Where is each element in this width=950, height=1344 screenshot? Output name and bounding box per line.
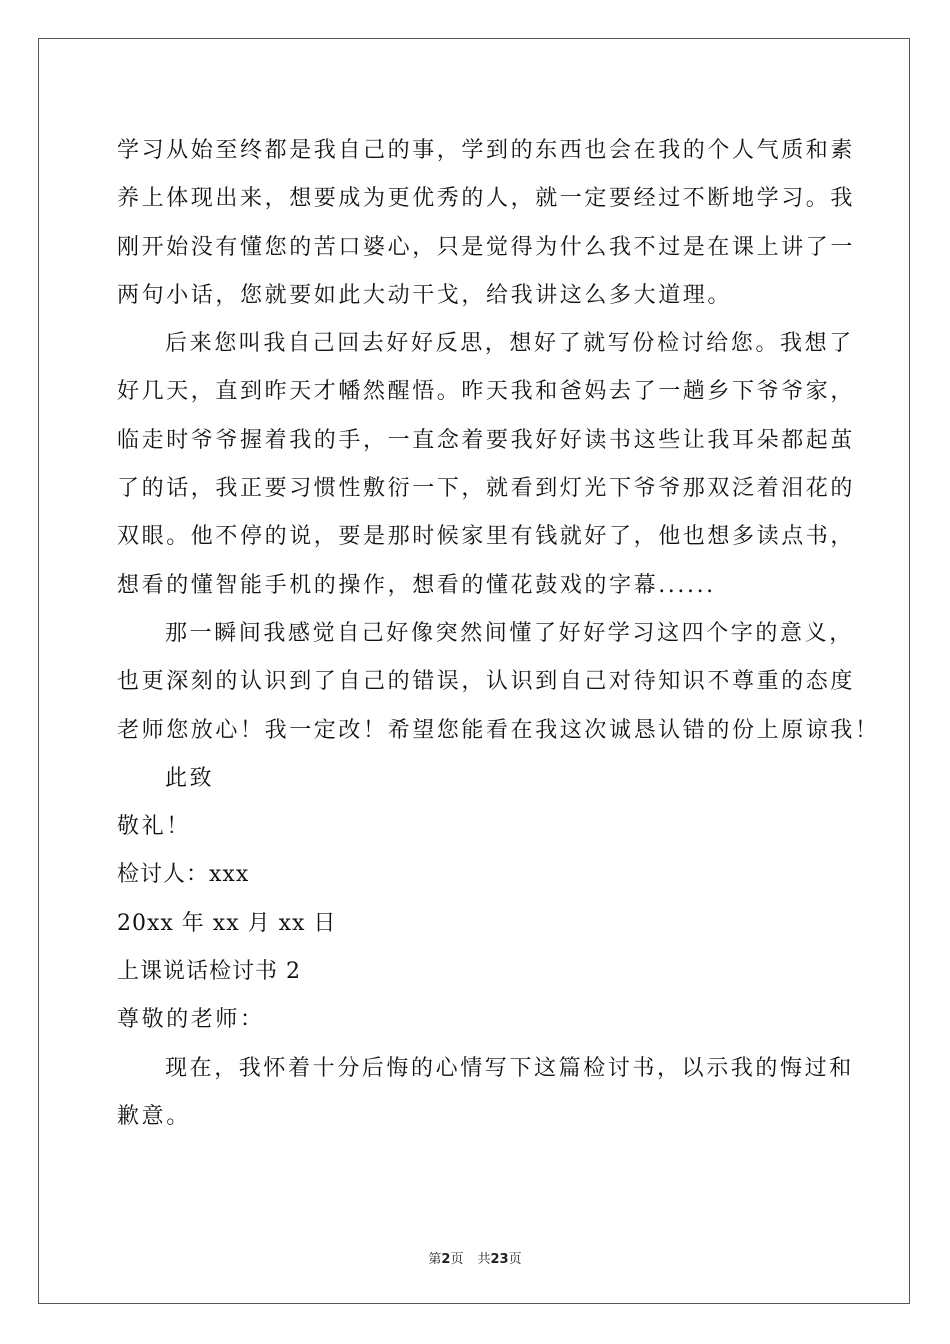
body-line: 双眼。他不停的说，要是那时候家里有钱就好了，他也想多读点书， (117, 524, 856, 550)
body-line: 养上体现出来，想要成为更优秀的人，就一定要经过不断地学习。我 (117, 186, 856, 212)
author-line: 检讨人：xxx (117, 862, 250, 888)
body-line: 刚开始没有懂您的苦口婆心，只是觉得为什么我不过是在课上讲了一 (117, 234, 856, 260)
page-footer (0, 1248, 950, 1267)
body-line: 两句小话，您就要如此大动干戈，给我讲这么多大道理。 (117, 282, 733, 308)
body-line: 后来您叫我自己回去好好反思，想好了就写份检讨给您。我想了 (165, 331, 854, 357)
total-prefix: 共 (477, 1252, 491, 1267)
page-suffix: 页 (450, 1252, 464, 1267)
page-prefix: 第 (428, 1252, 442, 1267)
body-line: 想看的懂智能手机的操作，想看的懂花鼓戏的字幕...... (117, 572, 716, 598)
body-line: 学习从始至终都是我自己的事，学到的东西也会在我的个人气质和素 (117, 138, 856, 163)
greeting-line: 尊敬的老师： (117, 1007, 265, 1033)
page-number: 2 (441, 1252, 451, 1267)
body-line: 歉意。 (117, 1103, 191, 1129)
body-line: 也更深刻的认识到了自己的错误，认识到自己对待知识不尊重的态度 (117, 669, 856, 695)
body-line: 现在，我怀着十分后悔的心情写下这篇检讨书，以示我的悔过和 (165, 1055, 854, 1081)
section-title: 上课说话检讨书 2 (117, 959, 301, 985)
body-line: 老师您放心！我一定改！希望您能看在我这次诚恳认错的份上原谅我！ (117, 717, 880, 743)
body-line: 临走时爷爷握着我的手，一直念着要我好好读书这些让我耳朵都起茧 (117, 427, 856, 453)
body-line: 好几天，直到昨天才幡然醒悟。昨天我和爸妈去了一趟乡下爷爷家， (117, 379, 856, 405)
date-line: 20xx 年 xx 月 xx 日 (117, 910, 337, 936)
body-line: 那一瞬间我感觉自己好像突然间懂了好好学习这四个字的意义， (165, 620, 854, 646)
document-body (117, 127, 880, 1141)
body-line: 了的话，我正要习惯性敷衍一下，就看到灯光下爷爷那双泛着泪花的 (117, 476, 856, 502)
total-pages: 23 (490, 1252, 509, 1267)
closing-regards: 敬礼！ (117, 814, 191, 840)
total-suffix: 页 (508, 1252, 522, 1267)
closing-salutation: 此致 (165, 765, 215, 791)
